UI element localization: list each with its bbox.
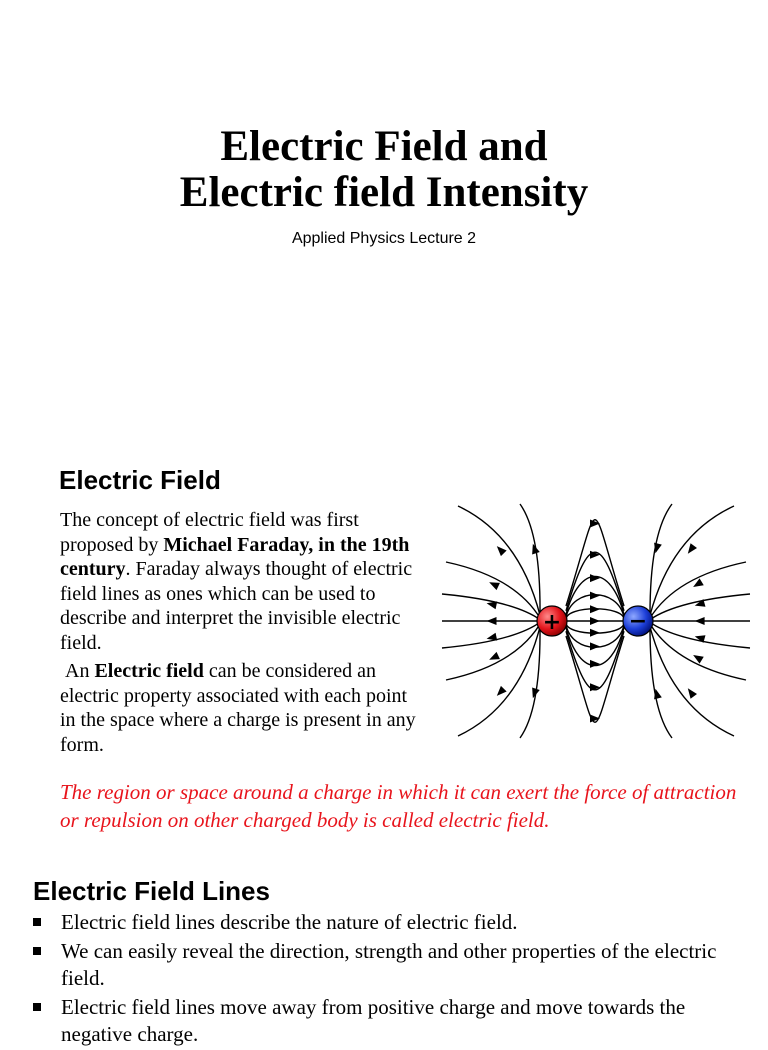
- list-item: Electric field lines move away from positive charge and move towards the negative charge.: [30, 994, 750, 1048]
- field-line: [442, 622, 540, 648]
- field-arrow-icon: [532, 688, 540, 699]
- electric-dipole-field-diagram: [440, 502, 752, 740]
- field-arrow-icon: [590, 617, 600, 625]
- field-arrow-icon: [590, 642, 600, 650]
- page-title: [0, 124, 768, 216]
- bullet-square-icon: [33, 947, 41, 955]
- title-line-1: Electric Field and: [220, 123, 548, 170]
- field-line: [650, 562, 746, 618]
- field-line: [520, 627, 540, 738]
- field-arrow-icon: [497, 546, 507, 556]
- field-arrow-icon: [695, 617, 705, 625]
- field-line: [446, 562, 540, 618]
- electric-field-emphasis: Electric field: [94, 660, 204, 682]
- field-arrow-icon: [590, 592, 600, 600]
- positive-charge-symbol: +: [542, 610, 562, 635]
- field-line: [458, 627, 540, 736]
- electric-field-definition: The region or space around a charge in which it can exert the force of attraction or repulsion on other charged body is called electric field.: [60, 780, 737, 832]
- section-heading-electric-field: Electric Field: [59, 465, 221, 495]
- field-line: [650, 594, 750, 620]
- negative-charge-icon: [623, 606, 653, 636]
- field-line: [650, 622, 750, 648]
- positive-charge-icon: [537, 606, 567, 636]
- field-arrow-icon: [487, 601, 498, 609]
- field-line: [566, 625, 624, 647]
- field-line: [446, 624, 540, 680]
- paragraph-electric-field: An Electric field can be considered an electric property associated with each point in the space where a charge is present in any form.: [60, 660, 416, 756]
- list-item: Electric field lines describe the nature of electric field.: [30, 909, 750, 936]
- field-arrow-icon: [688, 543, 697, 553]
- negative-charge-symbol: −: [628, 609, 648, 634]
- field-arrow-icon: [590, 660, 600, 668]
- bullet-square-icon: [33, 1003, 41, 1011]
- field-arrow-icon: [654, 543, 662, 554]
- list-item: We can easily reveal the direction, strength and other properties of the electric field.: [30, 938, 750, 992]
- field-arrow-icon: [590, 715, 600, 723]
- field-line: [650, 627, 672, 738]
- title-line-2: Electric field Intensity: [179, 169, 589, 216]
- field-arrow-icon: [489, 652, 500, 660]
- page-subtitle: Applied Physics Lecture 2: [291, 230, 477, 247]
- field-arrow-icon: [497, 686, 507, 696]
- field-arrow-icon: [489, 582, 500, 590]
- field-line: [650, 504, 672, 615]
- field-arrow-icon: [590, 574, 600, 582]
- field-arrow-icon: [487, 617, 497, 625]
- field-line: [520, 504, 540, 615]
- field-lines-bullet-list: [30, 909, 750, 1050]
- faraday-emphasis: Michael Faraday, in the 19th century: [60, 533, 410, 580]
- field-line: [458, 506, 540, 615]
- field-arrow-icon: [487, 633, 498, 641]
- paragraph-faraday: The concept of electric field was first proposed by Michael Faraday, in the 19th century. Faraday always thought of electric field lines as ones which can be used to describe and interpret the invisible electric field.: [60, 509, 413, 654]
- section-heading-field-lines: Electric Field Lines: [33, 876, 270, 906]
- field-arrow-icon: [654, 689, 662, 700]
- field-arrow-icon: [590, 629, 600, 637]
- field-arrow-icon: [532, 544, 540, 555]
- field-line: [442, 594, 540, 620]
- field-arrow-icon: [590, 605, 600, 613]
- field-arrow-icon: [688, 688, 697, 698]
- field-line: [650, 624, 746, 680]
- field-line: [566, 595, 624, 617]
- bullet-square-icon: [33, 918, 41, 926]
- field-arrow-icon: [590, 520, 600, 528]
